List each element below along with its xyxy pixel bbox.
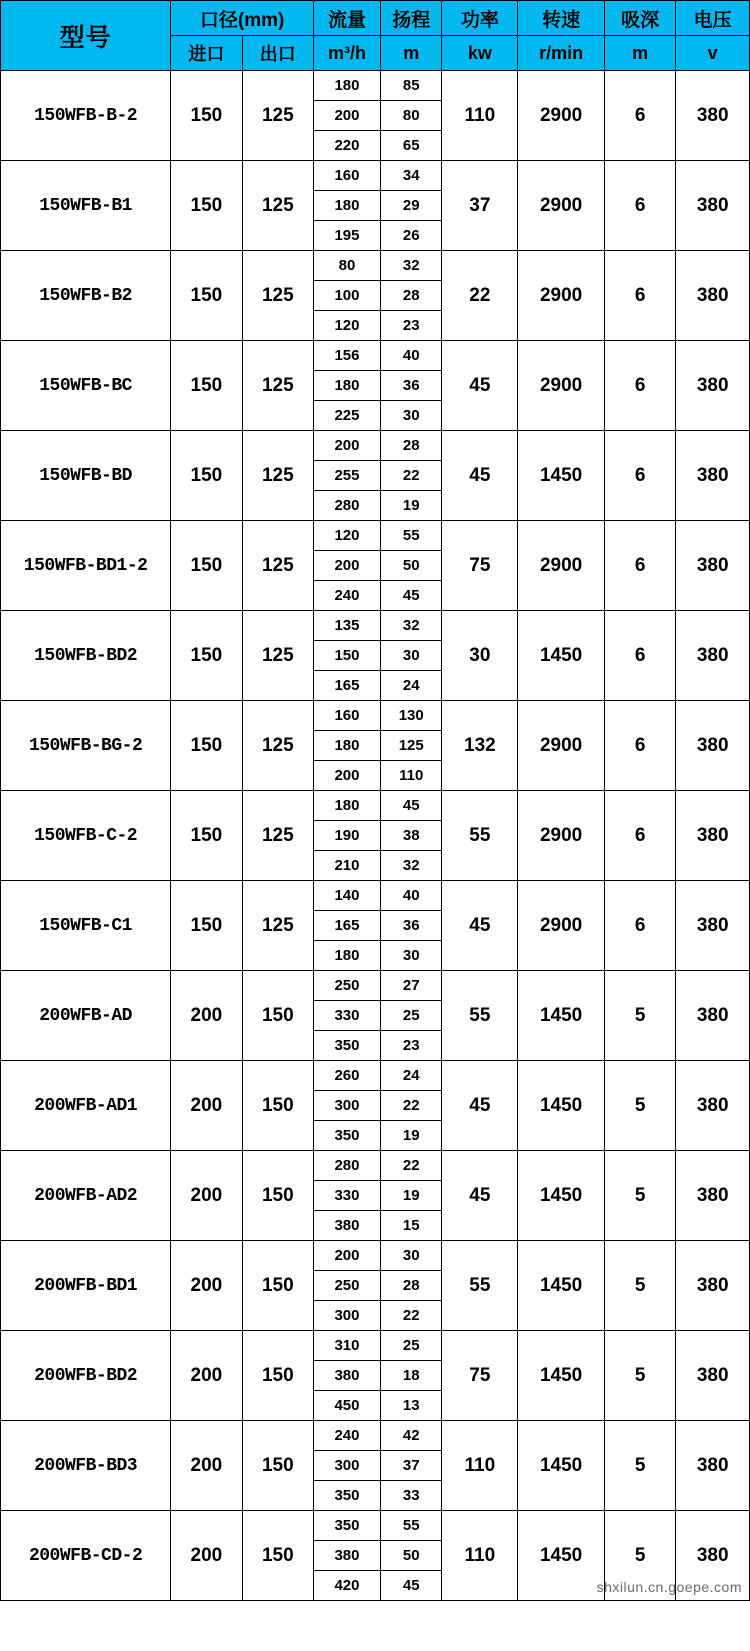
cell-speed: 2900: [518, 161, 605, 251]
cell-head: 19: [380, 1121, 442, 1151]
table-row: [1, 1061, 750, 1091]
table-row: [1, 431, 750, 461]
cell-suction: 6: [604, 341, 675, 431]
cell-head: 23: [380, 311, 442, 341]
cell-head: 55: [380, 1511, 442, 1541]
cell-flow: 180: [313, 941, 380, 971]
cell-suction: 6: [604, 251, 675, 341]
cell-outlet: 150: [242, 1511, 313, 1601]
cell-flow: 330: [313, 1181, 380, 1211]
cell-speed: 2900: [518, 521, 605, 611]
cell-outlet: 125: [242, 521, 313, 611]
cell-flow: 180: [313, 731, 380, 761]
cell-outlet: 125: [242, 341, 313, 431]
cell-voltage: 380: [676, 521, 750, 611]
cell-flow: 350: [313, 1031, 380, 1061]
cell-flow: 420: [313, 1571, 380, 1601]
cell-speed: 1450: [518, 1241, 605, 1331]
cell-head: 22: [380, 1151, 442, 1181]
table-row: [1, 1241, 750, 1271]
cell-head: 36: [380, 911, 442, 941]
cell-inlet: 150: [171, 341, 242, 431]
cell-flow: 120: [313, 521, 380, 551]
cell-flow: 255: [313, 461, 380, 491]
table-row: [1, 251, 750, 281]
cell-inlet: 150: [171, 701, 242, 791]
cell-suction: 5: [604, 1241, 675, 1331]
cell-outlet: 125: [242, 701, 313, 791]
header-model: 型号: [1, 1, 171, 71]
table-row: [1, 521, 750, 551]
table-row: [1, 341, 750, 371]
cell-speed: 1450: [518, 1421, 605, 1511]
header-speed-unit: r/min: [518, 36, 605, 71]
cell-head: 28: [380, 281, 442, 311]
cell-head: 19: [380, 1181, 442, 1211]
cell-head: 22: [380, 1301, 442, 1331]
cell-power: 45: [442, 881, 518, 971]
cell-voltage: 380: [676, 341, 750, 431]
cell-suction: 6: [604, 701, 675, 791]
cell-suction: 6: [604, 791, 675, 881]
cell-speed: 1450: [518, 611, 605, 701]
cell-head: 27: [380, 971, 442, 1001]
cell-power: 37: [442, 161, 518, 251]
cell-voltage: 380: [676, 611, 750, 701]
cell-head: 37: [380, 1451, 442, 1481]
cell-flow: 280: [313, 491, 380, 521]
cell-inlet: 150: [171, 251, 242, 341]
cell-head: 45: [380, 581, 442, 611]
cell-head: 50: [380, 1541, 442, 1571]
cell-flow: 195: [313, 221, 380, 251]
cell-outlet: 125: [242, 611, 313, 701]
cell-voltage: 380: [676, 431, 750, 521]
cell-flow: 220: [313, 131, 380, 161]
cell-model: 150WFB-BG-2: [1, 701, 171, 791]
cell-head: 22: [380, 461, 442, 491]
cell-head: 65: [380, 131, 442, 161]
cell-head: 30: [380, 641, 442, 671]
cell-flow: 165: [313, 671, 380, 701]
cell-flow: 240: [313, 1421, 380, 1451]
cell-suction: 6: [604, 71, 675, 161]
cell-inlet: 150: [171, 161, 242, 251]
cell-suction: 5: [604, 1421, 675, 1511]
cell-flow: 310: [313, 1331, 380, 1361]
cell-model: 150WFB-C1: [1, 881, 171, 971]
table-row: [1, 611, 750, 641]
header-flow: 流量: [313, 1, 380, 36]
header-suction: 吸深: [604, 1, 675, 36]
cell-head: 38: [380, 821, 442, 851]
cell-flow: 300: [313, 1091, 380, 1121]
cell-head: 130: [380, 701, 442, 731]
cell-flow: 200: [313, 551, 380, 581]
cell-outlet: 125: [242, 431, 313, 521]
cell-voltage: 380: [676, 1331, 750, 1421]
cell-power: 110: [442, 71, 518, 161]
cell-head: 125: [380, 731, 442, 761]
cell-model: 150WFB-B1: [1, 161, 171, 251]
cell-head: 19: [380, 491, 442, 521]
header-power: 功率: [442, 1, 518, 36]
table-row: [1, 71, 750, 101]
cell-speed: 2900: [518, 71, 605, 161]
cell-inlet: 200: [171, 1331, 242, 1421]
cell-head: 29: [380, 191, 442, 221]
cell-head: 15: [380, 1211, 442, 1241]
header-row-primary: [1, 1, 750, 36]
cell-model: 150WFB-C-2: [1, 791, 171, 881]
cell-head: 22: [380, 1091, 442, 1121]
cell-voltage: 380: [676, 791, 750, 881]
table-row: [1, 881, 750, 911]
cell-outlet: 150: [242, 1421, 313, 1511]
cell-head: 32: [380, 851, 442, 881]
cell-speed: 1450: [518, 971, 605, 1061]
cell-speed: 2900: [518, 701, 605, 791]
cell-inlet: 150: [171, 431, 242, 521]
table-header: [1, 1, 750, 71]
header-speed: 转速: [518, 1, 605, 36]
cell-model: 150WFB-BC: [1, 341, 171, 431]
cell-flow: 210: [313, 851, 380, 881]
cell-flow: 165: [313, 911, 380, 941]
cell-model: 200WFB-BD3: [1, 1421, 171, 1511]
cell-flow: 330: [313, 1001, 380, 1031]
header-diameter-group: 口径(mm): [171, 1, 314, 36]
header-power-unit: kw: [442, 36, 518, 71]
header-inlet: 进口: [171, 36, 242, 71]
cell-model: 200WFB-AD2: [1, 1151, 171, 1241]
cell-inlet: 200: [171, 1241, 242, 1331]
cell-head: 30: [380, 401, 442, 431]
cell-head: 28: [380, 431, 442, 461]
cell-outlet: 150: [242, 1241, 313, 1331]
cell-flow: 200: [313, 431, 380, 461]
cell-head: 30: [380, 1241, 442, 1271]
cell-speed: 2900: [518, 791, 605, 881]
cell-flow: 260: [313, 1061, 380, 1091]
cell-voltage: 380: [676, 1511, 750, 1601]
cell-power: 55: [442, 971, 518, 1061]
cell-voltage: 380: [676, 971, 750, 1061]
cell-head: 110: [380, 761, 442, 791]
cell-flow: 160: [313, 701, 380, 731]
cell-voltage: 380: [676, 1151, 750, 1241]
cell-model: 200WFB-BD1: [1, 1241, 171, 1331]
cell-power: 45: [442, 341, 518, 431]
cell-flow: 180: [313, 371, 380, 401]
cell-flow: 350: [313, 1121, 380, 1151]
cell-head: 28: [380, 1271, 442, 1301]
cell-suction: 6: [604, 881, 675, 971]
cell-flow: 450: [313, 1391, 380, 1421]
cell-inlet: 200: [171, 1151, 242, 1241]
table-row: [1, 971, 750, 1001]
cell-outlet: 150: [242, 1331, 313, 1421]
cell-flow: 135: [313, 611, 380, 641]
cell-suction: 6: [604, 161, 675, 251]
cell-suction: 5: [604, 1151, 675, 1241]
cell-head: 25: [380, 1331, 442, 1361]
cell-flow: 200: [313, 1241, 380, 1271]
table-row: [1, 1331, 750, 1361]
cell-outlet: 150: [242, 1151, 313, 1241]
cell-flow: 225: [313, 401, 380, 431]
cell-flow: 156: [313, 341, 380, 371]
cell-suction: 5: [604, 1511, 675, 1601]
cell-model: 150WFB-BD1-2: [1, 521, 171, 611]
cell-power: 110: [442, 1511, 518, 1601]
cell-head: 24: [380, 671, 442, 701]
cell-speed: 1450: [518, 1061, 605, 1151]
cell-speed: 1450: [518, 431, 605, 521]
cell-head: 80: [380, 101, 442, 131]
cell-head: 40: [380, 341, 442, 371]
table-row: [1, 1151, 750, 1181]
cell-head: 45: [380, 791, 442, 821]
cell-inlet: 150: [171, 521, 242, 611]
cell-power: 45: [442, 431, 518, 521]
header-outlet: 出口: [242, 36, 313, 71]
table-row: [1, 161, 750, 191]
cell-outlet: 125: [242, 71, 313, 161]
cell-suction: 5: [604, 971, 675, 1061]
cell-outlet: 150: [242, 971, 313, 1061]
cell-flow: 160: [313, 161, 380, 191]
cell-suction: 6: [604, 521, 675, 611]
cell-head: 45: [380, 1571, 442, 1601]
cell-model: 200WFB-BD2: [1, 1331, 171, 1421]
cell-model: 150WFB-BD: [1, 431, 171, 521]
cell-head: 40: [380, 881, 442, 911]
cell-flow: 250: [313, 971, 380, 1001]
cell-power: 55: [442, 1241, 518, 1331]
cell-head: 25: [380, 1001, 442, 1031]
cell-model: 150WFB-BD2: [1, 611, 171, 701]
header-voltage: 电压: [676, 1, 750, 36]
cell-model: 200WFB-CD-2: [1, 1511, 171, 1601]
cell-power: 55: [442, 791, 518, 881]
cell-flow: 180: [313, 791, 380, 821]
cell-power: 45: [442, 1151, 518, 1241]
cell-flow: 140: [313, 881, 380, 911]
cell-flow: 250: [313, 1271, 380, 1301]
table-body: [1, 71, 750, 1601]
cell-voltage: 380: [676, 161, 750, 251]
cell-suction: 5: [604, 1061, 675, 1151]
cell-power: 110: [442, 1421, 518, 1511]
cell-flow: 200: [313, 761, 380, 791]
cell-flow: 80: [313, 251, 380, 281]
cell-inlet: 150: [171, 611, 242, 701]
cell-suction: 6: [604, 431, 675, 521]
cell-flow: 280: [313, 1151, 380, 1181]
cell-flow: 350: [313, 1511, 380, 1541]
cell-power: 45: [442, 1061, 518, 1151]
cell-flow: 190: [313, 821, 380, 851]
cell-speed: 2900: [518, 251, 605, 341]
cell-inlet: 150: [171, 71, 242, 161]
cell-head: 42: [380, 1421, 442, 1451]
cell-flow: 150: [313, 641, 380, 671]
cell-voltage: 380: [676, 1061, 750, 1151]
table-row: [1, 791, 750, 821]
cell-head: 18: [380, 1361, 442, 1391]
cell-flow: 300: [313, 1451, 380, 1481]
cell-inlet: 150: [171, 791, 242, 881]
cell-power: 30: [442, 611, 518, 701]
cell-voltage: 380: [676, 1241, 750, 1331]
header-head: 扬程: [380, 1, 442, 36]
header-suction-unit: m: [604, 36, 675, 71]
cell-inlet: 200: [171, 1511, 242, 1601]
cell-speed: 2900: [518, 341, 605, 431]
cell-flow: 380: [313, 1211, 380, 1241]
cell-flow: 180: [313, 191, 380, 221]
cell-outlet: 125: [242, 251, 313, 341]
cell-flow: 300: [313, 1301, 380, 1331]
cell-inlet: 150: [171, 881, 242, 971]
cell-head: 34: [380, 161, 442, 191]
cell-head: 50: [380, 551, 442, 581]
cell-outlet: 125: [242, 791, 313, 881]
cell-head: 24: [380, 1061, 442, 1091]
table-row: [1, 1511, 750, 1541]
cell-inlet: 200: [171, 1421, 242, 1511]
cell-flow: 350: [313, 1481, 380, 1511]
cell-head: 32: [380, 611, 442, 641]
cell-head: 32: [380, 251, 442, 281]
cell-model: 150WFB-B-2: [1, 71, 171, 161]
cell-model: 200WFB-AD: [1, 971, 171, 1061]
cell-flow: 100: [313, 281, 380, 311]
table-row: [1, 701, 750, 731]
cell-model: 150WFB-B2: [1, 251, 171, 341]
cell-head: 23: [380, 1031, 442, 1061]
cell-flow: 200: [313, 101, 380, 131]
cell-head: 55: [380, 521, 442, 551]
cell-outlet: 125: [242, 161, 313, 251]
cell-model: 200WFB-AD1: [1, 1061, 171, 1151]
cell-speed: 1450: [518, 1511, 605, 1601]
cell-head: 13: [380, 1391, 442, 1421]
cell-power: 75: [442, 521, 518, 611]
cell-flow: 240: [313, 581, 380, 611]
cell-suction: 5: [604, 1331, 675, 1421]
cell-head: 85: [380, 71, 442, 101]
cell-inlet: 200: [171, 1061, 242, 1151]
cell-power: 22: [442, 251, 518, 341]
cell-flow: 120: [313, 311, 380, 341]
cell-head: 33: [380, 1481, 442, 1511]
cell-speed: 1450: [518, 1151, 605, 1241]
cell-flow: 180: [313, 71, 380, 101]
cell-flow: 380: [313, 1541, 380, 1571]
cell-voltage: 380: [676, 1421, 750, 1511]
cell-speed: 2900: [518, 881, 605, 971]
table-row: [1, 1421, 750, 1451]
cell-voltage: 380: [676, 251, 750, 341]
cell-head: 36: [380, 371, 442, 401]
cell-voltage: 380: [676, 881, 750, 971]
cell-speed: 1450: [518, 1331, 605, 1421]
cell-head: 30: [380, 941, 442, 971]
header-voltage-unit: v: [676, 36, 750, 71]
cell-power: 132: [442, 701, 518, 791]
cell-outlet: 150: [242, 1061, 313, 1151]
cell-inlet: 200: [171, 971, 242, 1061]
cell-flow: 380: [313, 1361, 380, 1391]
cell-head: 26: [380, 221, 442, 251]
cell-suction: 6: [604, 611, 675, 701]
cell-voltage: 380: [676, 71, 750, 161]
cell-power: 75: [442, 1331, 518, 1421]
cell-outlet: 125: [242, 881, 313, 971]
watermark: shxilun.cn.goepe.com: [596, 1579, 742, 1595]
header-flow-unit: m³/h: [313, 36, 380, 71]
cell-voltage: 380: [676, 701, 750, 791]
header-head-unit: m: [380, 36, 442, 71]
